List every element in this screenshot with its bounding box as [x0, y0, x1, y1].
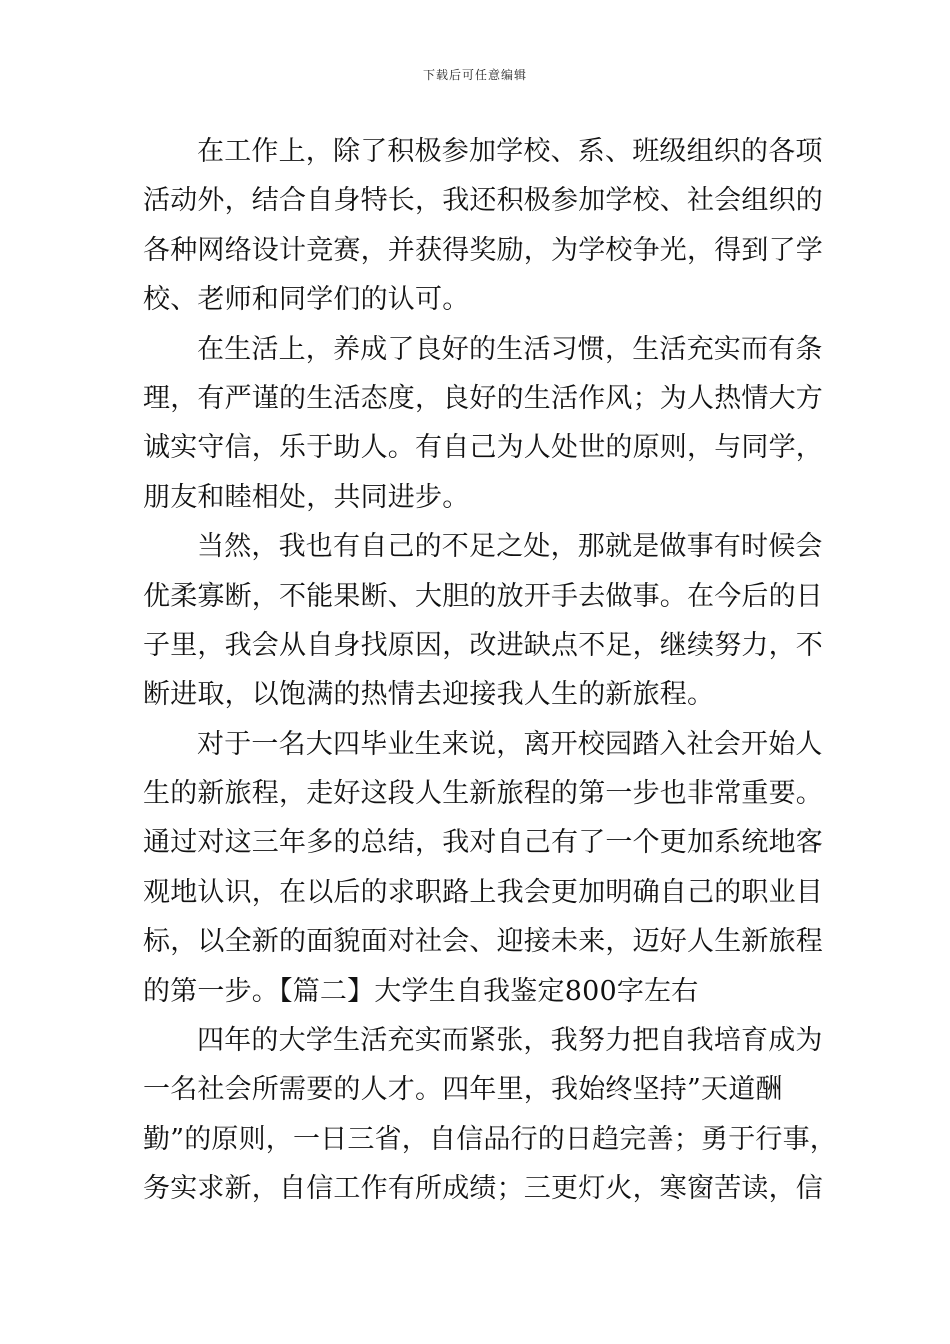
paragraph-line: 勤”的原则，一日三省，自信品行的日趋完善；勇于行事，: [143, 1123, 838, 1155]
paragraph-line: 一名社会所需要的人才。四年里，我始终坚持”天道酬: [143, 1074, 783, 1106]
paragraph-line: 的第一步。【篇二】大学生自我鉴定800字左右: [143, 975, 699, 1007]
paragraph-line: 在工作上，除了积极参加学校、系、班级组织的各项: [197, 136, 823, 167]
paragraph-line: 对于一名大四毕业生来说，离开校园踏入社会开始人: [197, 728, 823, 760]
paragraph-line: 子里，我会从自身找原因，改进缺点不足，继续努力，不: [143, 629, 823, 661]
paragraph-line: 生的新旅程，走好这段人生新旅程的第一步也非常重要。: [143, 778, 823, 810]
paragraph-line: 活动外，结合自身特长，我还积极参加学校、社会组织的: [143, 185, 823, 217]
paragraph-line: 各种网络设计竞赛，并获得奖励，为学校争光，得到了学: [143, 234, 823, 266]
paragraph-line: 四年的大学生活充实而紧张，我努力把自我培育成为: [197, 1025, 823, 1057]
paragraph-line: 通过对这三年多的总结，我对自己有了一个更加系统地客: [143, 827, 823, 859]
page-header: 下载后可任意编辑: [422, 68, 527, 82]
paragraph-line: 诚实守信，乐于助人。有自己为人处世的原则，与同学，: [143, 432, 823, 464]
paragraph-line: 观地认识，在以后的求职路上我会更加明确自己的职业目: [143, 876, 823, 908]
paragraph-line: 朋友和睦相处，共同进步。: [143, 481, 470, 513]
paragraph-line: 断进取，以饱满的热情去迎接我人生的新旅程。: [143, 679, 715, 711]
paragraph-line: 在生活上，养成了良好的生活习惯，生活充实而有条: [197, 333, 823, 365]
paragraph-line: 理，有严谨的生活态度，良好的生活作风；为人热情大方: [143, 382, 823, 414]
paragraph-line: 校、老师和同学们的认可。: [143, 284, 470, 316]
paragraph-line: 优柔寡断，不能果断、大胆的放开手去做事。在今后的日: [143, 580, 823, 612]
paragraph-line: 标，以全新的面貌面对社会、迎接未来，迈好人生新旅程: [143, 926, 823, 958]
paragraph-line: 务实求新，自信工作有所成绩；三更灯火，寒窗苦读，信: [143, 1173, 823, 1205]
document-body: [143, 127, 838, 1214]
paragraph-line: 当然，我也有自己的不足之处，那就是做事有时候会: [197, 531, 823, 563]
